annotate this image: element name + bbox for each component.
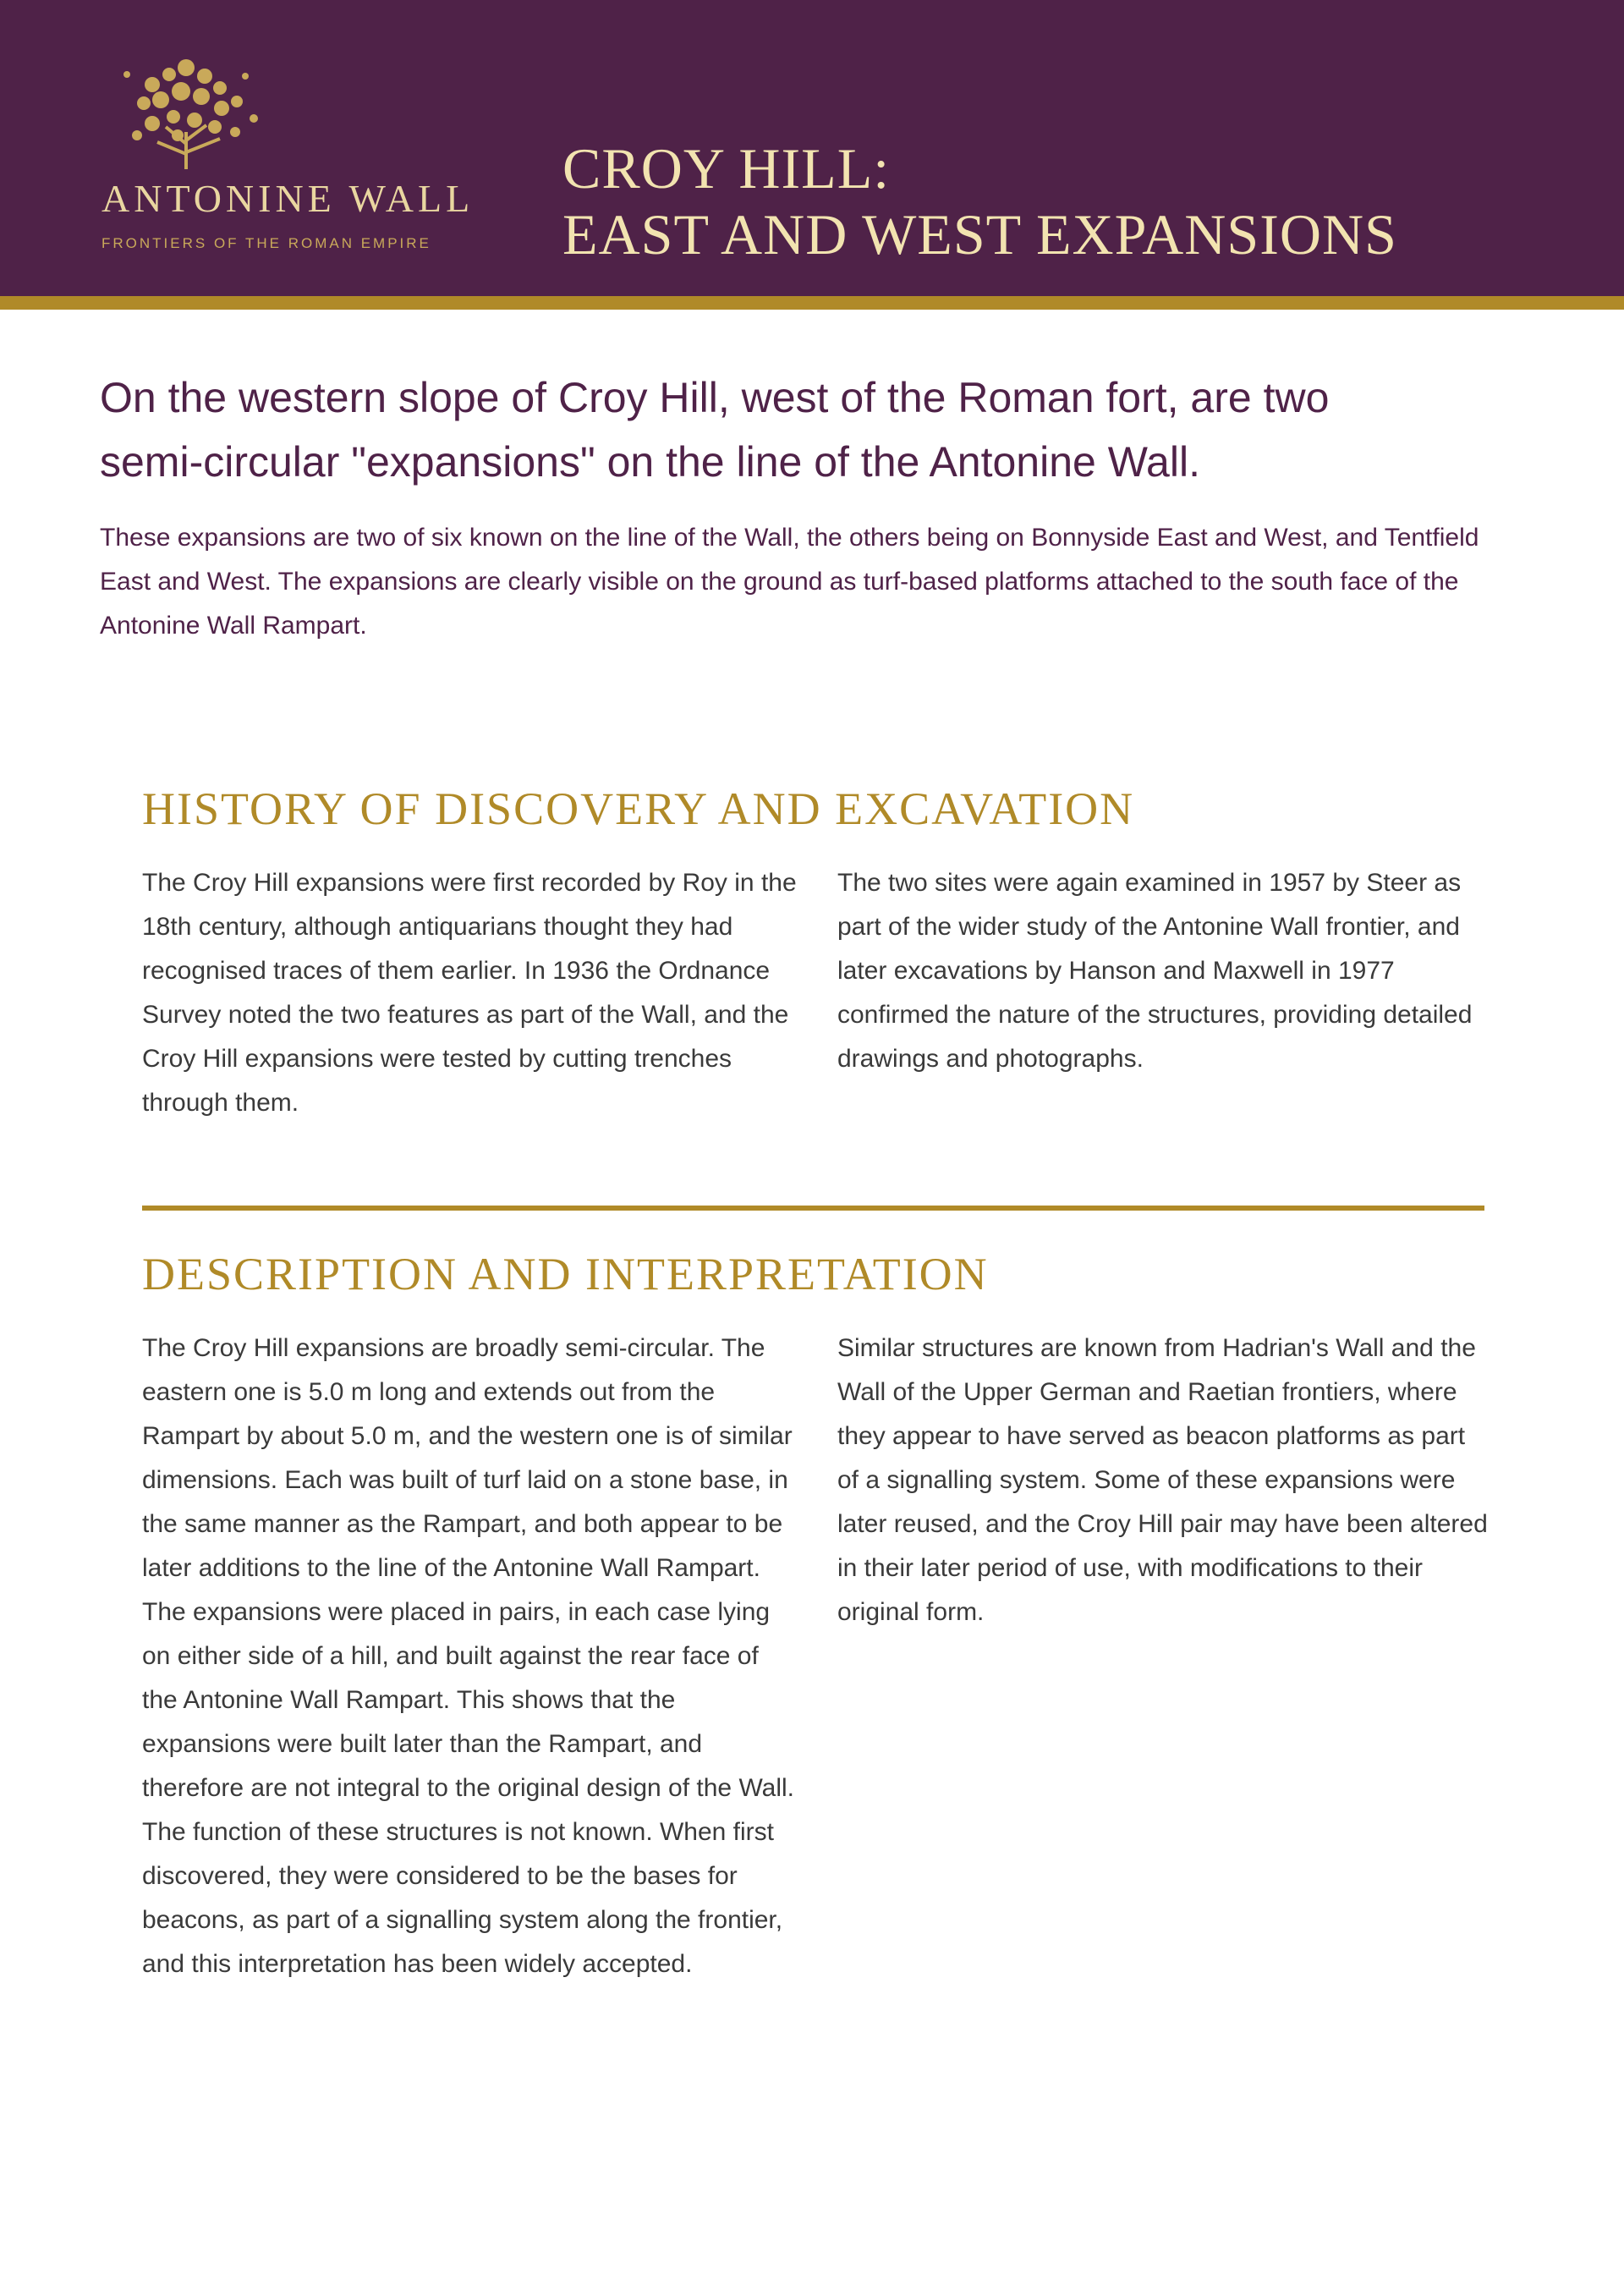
logo-wordmark: ANTONINE WALL [102, 177, 475, 220]
antonine-wall-logo [93, 51, 499, 271]
tree-emblem-icon [93, 51, 279, 186]
description-column-1: The Croy Hill expansions are broadly semi-circular. The eastern one is 5.0 m long and extends out from the Rampart by about 5.0 m, and the western one is of similar dimensions. Each was built of turf laid on a stone base, in the same manner as the Rampart, and both appear to be later additions to the line of the Antonine Wall Rampart. The expansions were placed in pairs, in each case lying on either side of a hill, and built against the rear face of the Antonine Wall Rampart. This shows that the expansions were built later than the Rampart, and therefore are not integral to the original design of the Wall. The function of these structures is not known. When first discovered, they were considered to be the bases for beacons, as part of a signalling system along the frontier, and this interpretation has been widely accepted. [142, 1334, 795, 1978]
title-line-1: CROY HILL: [562, 136, 891, 200]
description-heading: DESCRIPTION AND INTERPRETATION [142, 1249, 989, 1299]
title-line-2: EAST AND WEST EXPANSIONS [562, 202, 1397, 266]
section-divider [142, 1206, 1484, 1211]
history-heading: HISTORY OF DISCOVERY AND EXCAVATION [142, 783, 1135, 834]
history-column-2: The two sites were again examined in 1957 by Steer as part of the wider study of the Antonine Wall frontier, and later excavations by Hanson and Maxwell in 1977 confirmed the nature of the structures, providing detailed drawings and photographs. [837, 869, 1473, 1073]
intro-lead-paragraph: On the western slope of Croy Hill, west of the Roman fort, are two semi-circular "expansions" on the line of the Antonine Wall. [100, 374, 1330, 486]
header-gold-rule [0, 296, 1624, 310]
history-column-1: The Croy Hill expansions were first recorded by Roy in the 18th century, although antiquarians thought they had recognised traces of them earlier. In 1936 the Ordnance Survey noted the two features as part of the Wall, and the Croy Hill expansions were tested by cutting trenches through them. [142, 869, 797, 1117]
logo-tagline: FRONTIERS OF THE ROMAN EMPIRE [102, 235, 431, 251]
description-column-2: Similar structures are known from Hadrian's Wall and the Wall of the Upper German and Raetian frontiers, where they appear to have served as beacon platforms as part of a signalling system. Some of these expansions were later reused, and the Croy Hill pair may have been altered in their later period of use, with modifications to their original form. [837, 1334, 1488, 1626]
page-title [562, 135, 1577, 267]
intro-body-paragraph: These expansions are two of six known on the line of the Wall, the others being on Bonnyside East and West, and Tentfield East and West. The expansions are clearly visible on the ground as turf-based platforms attached to the south face of the Antonine Wall Rampart. [100, 524, 1479, 640]
